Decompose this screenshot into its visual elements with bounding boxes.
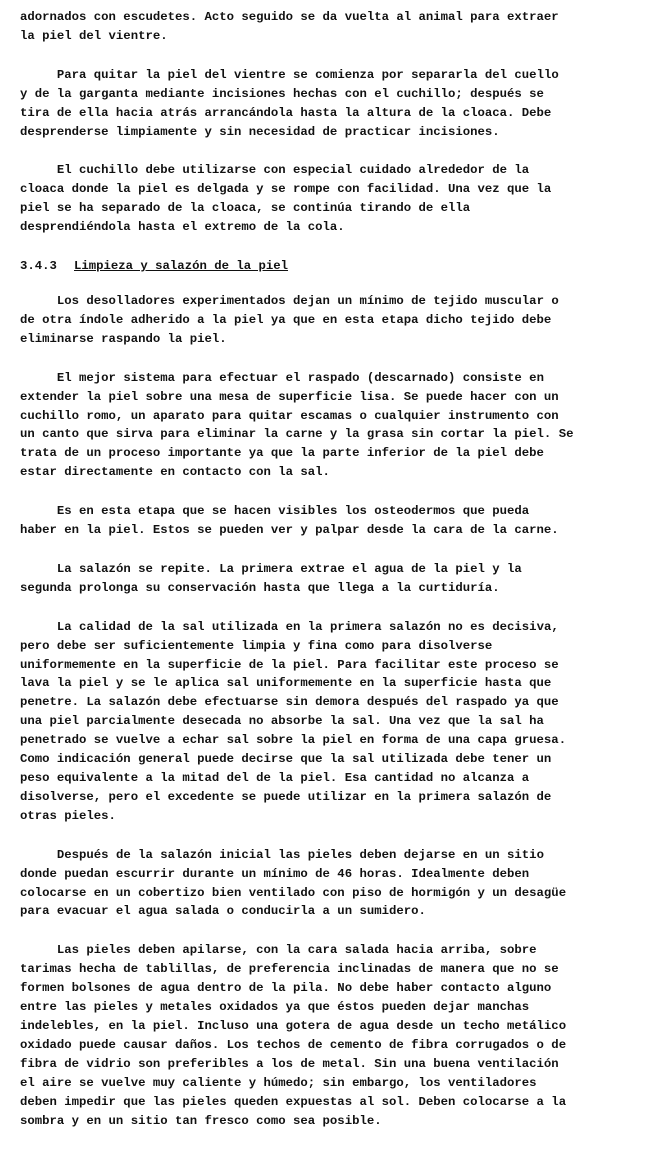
section-title: Limpieza y salazón de la piel: [74, 259, 289, 274]
section-heading: [20, 257, 638, 276]
document-page: [20, 8, 638, 1150]
paragraph: Los desolladores experimentados dejan un mínimo de tejido muscular o de otra índole adherido a la piel ya que en esta etapa dicho tejido debe eliminarse raspando la piel.: [20, 293, 559, 346]
paragraph: Las pieles deben apilarse, con la cara salada hacia arriba, sobre tarimas hecha de tablillas, de preferencia inclinadas de manera que no se formen bolsones de agua dentro de la pila. No debe haber contacto alguno entre las pieles y metales oxidados ya que éstos pueden dejar manchas indelebles, en la piel. Incluso una gotera de agua desde un techo metálico oxidado puede causar daños. Los techos de cemento de fibra corrugados o de fibra de vidrio son preferibles a los de metal. Sin una buena ventilación el aire se vuelve muy caliente y húmedo; sin embargo, los ventiladores deben impedir que las pieles queden expuestas al sol. Deben colocarse a la sombra y en un sitio tan fresco como sea posible.: [20, 943, 567, 1128]
section-number: 3.4.3: [20, 259, 57, 274]
paragraph: El mejor sistema para efectuar el raspado (descarnado) consiste en extender la piel sobre una mesa de superficie lisa. Se puede hacer con un cuchillo romo, un aparato para quitar escamas o cualquier instrumento con un canto que sirva para eliminar la carne y la grasa sin cortar la piel. Se trata de un proceso importante ya que la parte inferior de la piel debe estar directamente en contacto con la sal.: [20, 370, 574, 480]
paragraph: El cuchillo debe utilizarse con especial cuidado alrededor de la cloaca donde la piel es delgada y se rompe con facilidad. Una vez que la piel se ha separado de la cloaca, se continúa tirando de ella desprendiéndola hasta el extremo de la cola.: [20, 163, 552, 235]
paragraph: Después de la salazón inicial las pieles deben dejarse en un sitio donde puedan escurrir durante un mínimo de 46 horas. Idealmente deben colocarse en un cobertizo bien ventilado con piso de hormigón y un desagüe para evacuar el agua salada o conducirla a un sumidero.: [20, 847, 567, 919]
paragraph: Es en esta etapa que se hacen visibles los osteodermos que pueda haber en la piel. Estos se pueden ver y palpar desde la cara de la carne.: [20, 504, 559, 538]
paragraph: La calidad de la sal utilizada en la primera salazón no es decisiva, pero debe ser suficientemente limpia y fina como para disolverse uniformemente en la superficie de la piel. Para facilitar este proceso se lava la piel y se le aplica sal uniformemente en la superficie hasta que penetre. La salazón debe efectuarse sin demora después del raspado ya que una piel parcialmente desecada no absorbe la sal. Una vez que la sal ha penetrado se vuelve a echar sal sobre la piel en forma de una capa gruesa. Como indicación general puede decirse que la sal utilizada debe tener un peso equivalente a la mitad del de la piel. Esa cantidad no alcanza a disolverse, pero el excedente se puede utilizar en la primera salazón de otras pieles.: [20, 619, 567, 823]
paragraph: La salazón se repite. La primera extrae el agua de la piel y la segunda prolonga su conservación hasta que llega a la curtiduría.: [20, 561, 522, 595]
paragraph: Para quitar la piel del vientre se comienza por separarla del cuello y de la garganta mediante incisiones hechas con el cuchillo; después se tira de ella hacia atrás arrancándola hasta la altura de la cloaca. Debe desprenderse limpiamente y sin necesidad de practicar incisiones.: [20, 67, 559, 139]
paragraph: adornados con escudetes. Acto seguido se da vuelta al animal para extraer la piel del vientre.: [20, 10, 559, 43]
